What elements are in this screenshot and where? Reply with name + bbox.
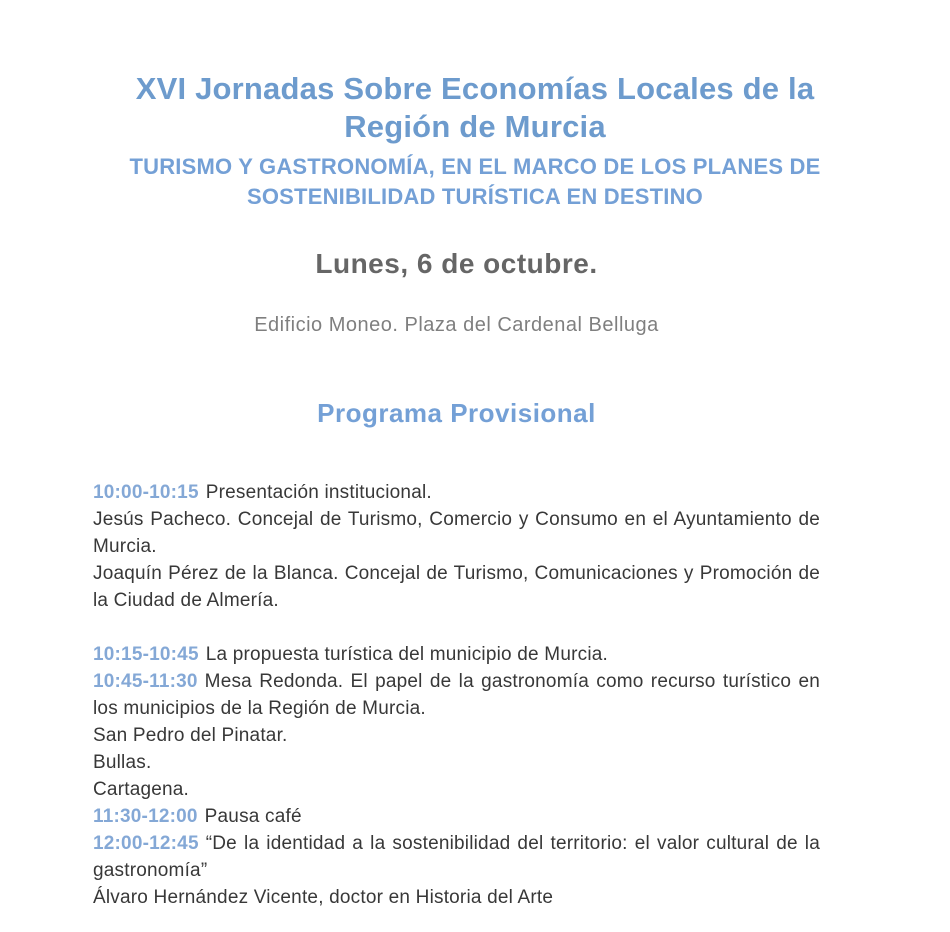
schedule-item — [93, 668, 820, 722]
schedule-item — [93, 776, 820, 803]
schedule-item — [93, 479, 820, 506]
document-meta — [93, 246, 820, 430]
schedule-text: Mesa Redonda. El papel de la gastronomía como recurso turístico en los municipios de la Región de Murcia. — [93, 671, 820, 719]
venue-line: Edificio Moneo. Plaza del Cardenal Belluga — [254, 314, 659, 336]
schedule — [93, 479, 820, 911]
schedule-time: 12:00-12:45 — [93, 833, 199, 854]
schedule-time: 10:15-10:45 — [93, 644, 199, 665]
schedule-item — [93, 506, 820, 560]
schedule-item — [93, 749, 820, 776]
schedule-text: Álvaro Hernández Vicente, doctor en Historia del Arte — [93, 887, 554, 908]
schedule-item — [93, 641, 820, 668]
schedule-text: Pausa café — [204, 806, 302, 827]
schedule-time: 10:00-10:15 — [93, 482, 199, 503]
schedule-item — [93, 722, 820, 749]
schedule-text: San Pedro del Pinatar. — [93, 725, 288, 746]
schedule-time: 10:45-11:30 — [93, 671, 198, 692]
schedule-text: La propuesta turística del municipio de Murcia. — [205, 644, 608, 665]
schedule-text: Jesús Pacheco. Concejal de Turismo, Comercio y Consumo en el Ayuntamiento de Murcia. — [93, 509, 820, 557]
schedule-text: “De la identidad a la sostenibilidad del territorio: el valor cultural de la gastronomía” — [93, 833, 820, 881]
document-title: XVI Jornadas Sobre Economías Locales de la Región de Murcia — [135, 71, 815, 144]
schedule-time: 11:30-12:00 — [93, 806, 198, 827]
document-subtitle: TURISMO Y GASTRONOMÍA, EN EL MARCO DE LOS PLANES DE SOSTENIBILIDAD TURÍSTICA EN DESTINO — [129, 154, 821, 209]
schedule-item — [93, 830, 820, 884]
document-header — [93, 70, 857, 212]
schedule-text: Joaquín Pérez de la Blanca. Concejal de Turismo, Comunicaciones y Promoción de la Ciudad de Almería. — [93, 563, 820, 611]
schedule-text: Cartagena. — [93, 779, 190, 800]
schedule-item — [93, 803, 820, 830]
program-heading: Programa Provisional — [317, 398, 596, 428]
schedule-text: Presentación institucional. — [205, 482, 432, 503]
schedule-item — [93, 560, 820, 614]
schedule-text: Bullas. — [93, 752, 152, 773]
date-heading: Lunes, 6 de octubre. — [315, 248, 598, 279]
schedule-item — [93, 884, 820, 911]
